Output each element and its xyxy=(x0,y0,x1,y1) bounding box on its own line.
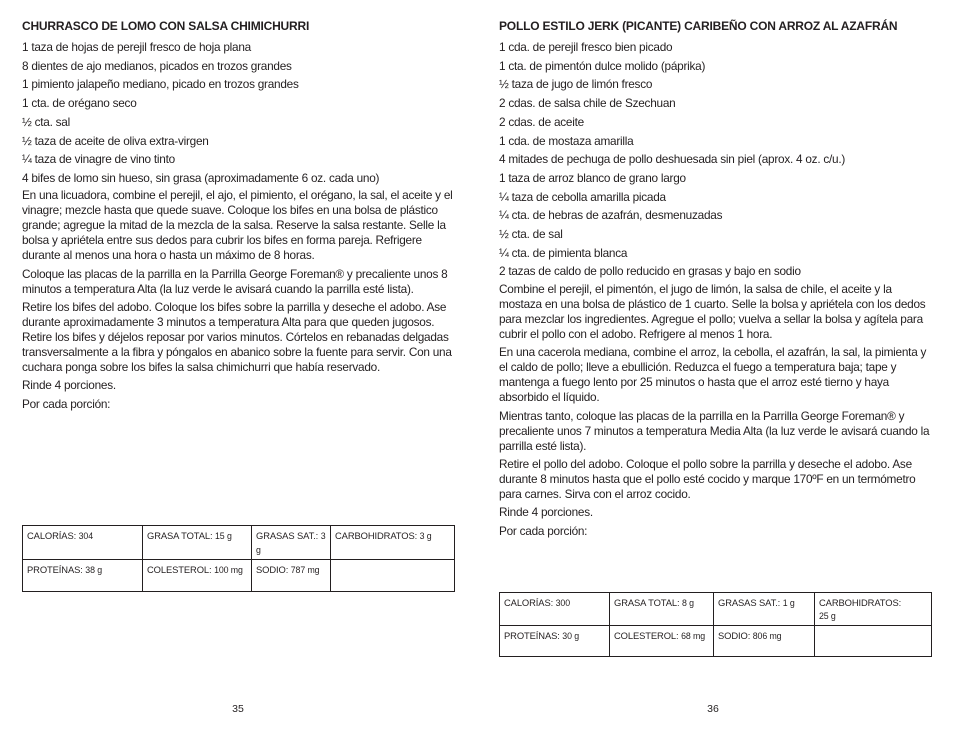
ingredient-line: ½ cta. de sal xyxy=(499,227,563,242)
ingredient-line: ½ cta. sal xyxy=(22,114,70,129)
nutrition-row xyxy=(500,593,932,626)
per-serving-label: Por cada porción: xyxy=(22,396,111,411)
ingredient-line: ¼ taza de vinagre de vino tinto xyxy=(22,152,175,167)
instruction-paragraph: Coloque las placas de la parrilla en la Parrilla George Foreman® y precaliente unos 8 minutos a temperatura Alta (la luz verde le avisará cuando la parrilla esté lista). xyxy=(22,266,448,296)
cholesterol-cell: COLESTEROL: 68 mg xyxy=(610,626,714,657)
cholesterol-cell: COLESTEROL: 100 mg xyxy=(143,560,252,592)
recipe-title: POLLO ESTILO JERK (PICANTE) CARIBEÑO CON ARROZ AL AZAFRÁN xyxy=(499,19,898,33)
page-number: 35 xyxy=(232,703,244,715)
ingredient-line: 4 mitades de pechuga de pollo deshuesada sin piel (aprox. 4 oz. c/u.) xyxy=(499,152,846,167)
total-fat-cell: GRASA TOTAL: 8 g xyxy=(610,593,714,626)
ingredient-line: 4 bifes de lomo sin hueso, sin grasa (aproximadamente 6 oz. cada uno) xyxy=(22,170,380,185)
ingredient-line: 1 cta. de orégano seco xyxy=(22,96,137,111)
yield-text: Rinde 4 porciones. xyxy=(499,505,593,520)
calories-cell: CALORÍAS: 304 xyxy=(23,526,143,560)
nutrition-row xyxy=(23,526,455,560)
sodium-cell: SODIO: 787 mg xyxy=(252,560,331,592)
ingredient-line: ¼ cta. de pimienta blanca xyxy=(499,245,628,260)
ingredient-line: ¼ taza de cebolla amarilla picada xyxy=(499,189,666,204)
per-serving-label: Por cada porción: xyxy=(499,523,588,538)
instruction-paragraph: Retire los bifes del adobo. Coloque los bifes sobre la parrilla y deseche el adobo. Ase durante aproximadamente 3 minutos a temperatura Alta para que queden jugosos. Retire los bifes y déjelos reposar por varios minutos. Córtelos en rebanadas delgadas transversalmente a la fibra y póngalos en abanico sobre la fuente para servir. Con una cuchara ponga sobre los bifes la salsa chimichurri que había reservado. xyxy=(22,300,452,375)
ingredient-line: 1 cda. de mostaza amarilla xyxy=(499,133,634,148)
ingredient-line: ½ taza de aceite de oliva extra-virgen xyxy=(22,133,209,148)
instruction-paragraph: En una licuadora, combine el perejil, el ajo, el pimiento, el orégano, la sal, el aceite y el vinagre; mezcle hasta que quede suave. Coloque los bifes en una bolsa de plástico grande; agregue la mitad de la mezcla de la salsa. Reserve la salsa restante. Selle la bolsa y apriétela entre sus dedos para cubrir los bifes en forma pareja. Refrigere durante al menos una hora o hasta un máximo de 8 horas. xyxy=(22,188,453,263)
ingredient-line: 1 pimiento jalapeño mediano, picado en trozos grandes xyxy=(22,77,299,92)
ingredient-line: 1 cda. de perejil fresco bien picado xyxy=(499,40,673,54)
ingredient-line: 2 tazas de caldo de pollo reducido en grasas y bajo en sodio xyxy=(499,264,801,279)
nutrition-row xyxy=(500,626,932,657)
empty-cell xyxy=(815,626,932,657)
recipe-body xyxy=(499,38,931,541)
sodium-cell: SODIO: 806 mg xyxy=(714,626,815,657)
instruction-paragraph: Mientras tanto, coloque las placas de la parrilla en la Parrilla George Foreman® y precaliente unos 7 minutos a temperatura Media Alta (la luz verde le avisará cuando la parrilla esté lista). xyxy=(499,408,930,453)
protein-cell: PROTEÍNAS: 38 g xyxy=(23,560,143,592)
ingredient-line: ½ taza de jugo de limón fresco xyxy=(499,77,653,92)
saturated-fat-cell: GRASAS SAT.: 3 g xyxy=(252,526,331,560)
ingredient-line: 8 dientes de ajo medianos, picados en trozos grandes xyxy=(22,58,292,73)
ingredient-line: 1 cta. de pimentón dulce molido (páprika) xyxy=(499,58,706,73)
ingredient-line: 1 taza de arroz blanco de grano largo xyxy=(499,170,686,185)
calories-cell: CALORÍAS: 300 xyxy=(500,593,610,626)
recipe-title: CHURRASCO DE LOMO CON SALSA CHIMICHURRI xyxy=(22,19,310,33)
nutrition-table xyxy=(499,592,932,657)
recipe-body xyxy=(22,38,454,414)
ingredient-line: 1 taza de hojas de perejil fresco de hoja plana xyxy=(22,40,251,54)
protein-cell: PROTEÍNAS: 30 g xyxy=(500,626,610,657)
left-page xyxy=(22,0,454,738)
instruction-paragraph: Combine el perejil, el pimentón, el jugo de limón, la salsa de chile, el aceite y la mostaza en una bolsa de plástico de 1 cuarto. Selle la bolsa y apriétela con los dedos para mezclar los ingredientes. Agregue el pollo; vuelva a sellar la bolsa y agítela para cubrir el pollo con el adobo. Refrigere al menos 1 hora. xyxy=(499,281,926,341)
right-page xyxy=(499,0,931,738)
carbohydrates-cell: CARBOHIDRATOS: 25 g xyxy=(815,593,932,626)
carbohydrates-cell: CARBOHIDRATOS: 3 g xyxy=(331,526,455,560)
page-number: 36 xyxy=(707,703,719,715)
total-fat-cell: GRASA TOTAL: 15 g xyxy=(143,526,252,560)
saturated-fat-cell: GRASAS SAT.: 1 g xyxy=(714,593,815,626)
empty-cell xyxy=(331,560,455,592)
ingredient-line: ¼ cta. de hebras de azafrán, desmenuzadas xyxy=(499,208,723,223)
instruction-paragraph: En una cacerola mediana, combine el arroz, la cebolla, el azafrán, la sal, la pimienta y el caldo de pollo; lleve a ebullición. Reduzca el fuego a temperatura baja; tape y mantenga a fuego lento por 25 minutos o hasta que el arroz esté tierno y haya absorbido el líquido. xyxy=(499,345,927,405)
nutrition-table xyxy=(22,525,455,592)
ingredient-line: 2 cdas. de aceite xyxy=(499,114,584,129)
instruction-paragraph: Retire el pollo del adobo. Coloque el pollo sobre la parrilla y deseche el adobo. Ase durante 8 minutos hasta que el pollo esté cocido y marque 170ºF en un termómetro para carnes. Sirva con el arroz cocido. xyxy=(499,457,916,502)
nutrition-row xyxy=(23,560,455,592)
yield-text: Rinde 4 porciones. xyxy=(22,378,116,393)
ingredient-line: 2 cdas. de salsa chile de Szechuan xyxy=(499,96,676,111)
